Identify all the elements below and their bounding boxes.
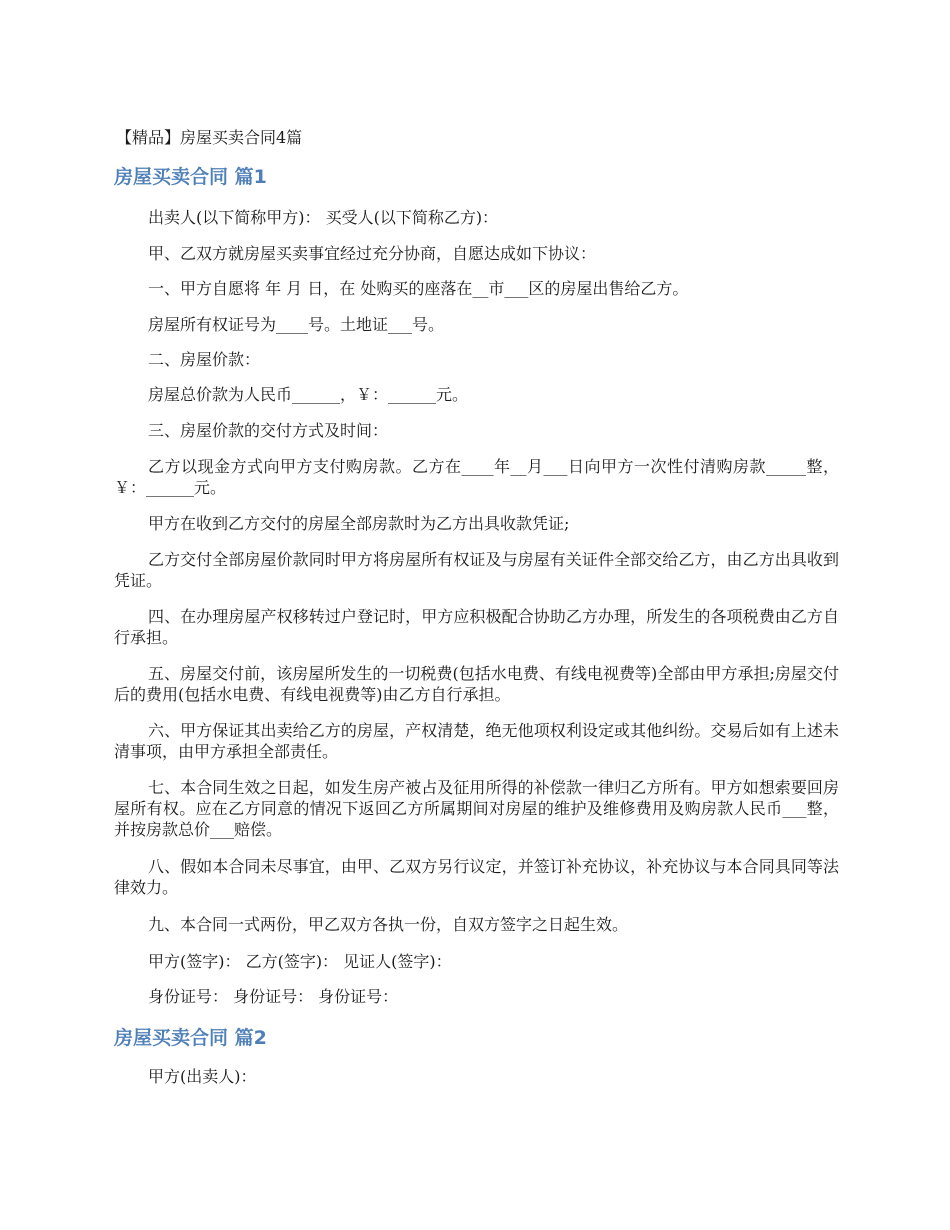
paragraph-certificate-numbers: 房屋所有权证号为____号。土地证___号。 (148, 315, 445, 334)
paragraph-payment-method: 乙方以现金方式向甲方支付购房款。乙方在____年__月___日向甲方一次性付清购房款_____整，￥：______元。 (114, 457, 839, 497)
paragraph-clause-3: 三、房屋价款的交付方式及时间： (148, 421, 389, 440)
paragraph-clause-7: 七、本合同生效之日起，如发生房产被占及征用所得的补偿款一律归乙方所有。甲方如想索要回房屋所有权。应在乙方同意的情况下返回乙方所属期间对房屋的维护及维修费用及购房款人民币___整，并按房款总价___赔偿。 (114, 778, 839, 839)
paragraph-seller: 甲方(出卖人)： (148, 1067, 257, 1086)
paragraph-clause-9: 九、本合同一式两份，甲乙双方各执一份，自双方签字之日起生效。 (148, 915, 629, 934)
paragraph-clause-8: 八、假如本合同未尽事宜，由甲、乙双方另行议定，并签订补充协议，补充协议与本合同具同等法律效力。 (114, 857, 839, 897)
section-heading-2: 房屋买卖合同 篇2 (114, 1027, 267, 1049)
paragraph-clause-4: 四、在办理房屋产权移转过户登记时，甲方应积极配合协助乙方办理，所发生的各项税费由乙方自行承担。 (114, 607, 839, 647)
paragraph-signatures: 甲方(签字)： 乙方(签字)： 见证人(签字)： (148, 952, 452, 971)
document-title: 【精品】房屋买卖合同4篇 (116, 128, 303, 147)
paragraph-id-numbers: 身份证号： 身份证号： 身份证号： (148, 987, 399, 1006)
paragraph-parties: 出卖人(以下简称甲方)： 买受人(以下简称乙方)： (148, 208, 499, 227)
paragraph-clause-6: 六、甲方保证其出卖给乙方的房屋，产权清楚，绝无他项权利设定或其他纠纷。交易后如有上述未清事项，由甲方承担全部责任。 (114, 721, 839, 761)
section-heading-1: 房屋买卖合同 篇1 (114, 166, 267, 188)
paragraph-clause-2: 二、房屋价款： (148, 350, 261, 369)
paragraph-clause-1: 一、甲方自愿将 年 月 日，在 处购买的座落在__市___区的房屋出售给乙方。 (148, 279, 689, 298)
paragraph-agreement-intro: 甲、乙双方就房屋买卖事宜经过充分协商，自愿达成如下协议： (148, 244, 597, 263)
paragraph-clause-5: 五、房屋交付前，该房屋所发生的一切税费(包括水电费、有线电视费等)全部由甲方承担;房屋交付后的费用(包括水电费、有线电视费等)由乙方自行承担。 (114, 664, 839, 704)
paragraph-total-price: 房屋总价款为人民币______，￥：______元。 (148, 385, 469, 404)
paragraph-documents-transfer: 乙方交付全部房屋价款同时甲方将房屋所有权证及与房屋有关证件全部交给乙方，由乙方出具收到凭证。 (114, 550, 839, 590)
paragraph-receipt: 甲方在收到乙方交付的房屋全部房款时为乙方出具收款凭证; (148, 514, 570, 533)
